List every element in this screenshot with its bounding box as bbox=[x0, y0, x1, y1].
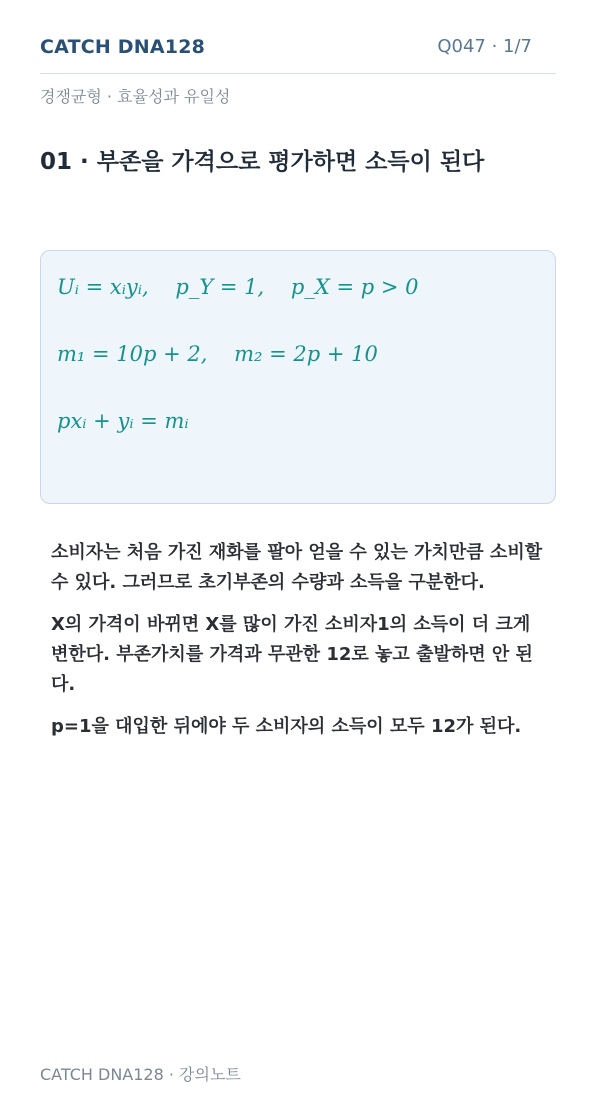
page-footer: CATCH DNA128 · 강의노트 bbox=[40, 1065, 241, 1084]
question-counter: Q047 · 1/7 bbox=[437, 36, 532, 57]
formula-box bbox=[40, 250, 556, 504]
paragraph-2: X의 가격이 바뀌면 X를 많이 가진 소비자1의 소득이 더 크게 변한다. 부존가치를 가격과 무관한 12로 놓고 출발하면 안 된다. bbox=[51, 614, 533, 695]
formula-budget: pxᵢ + yᵢ = mᵢ bbox=[57, 409, 189, 433]
brand-title: CATCH DNA128 bbox=[40, 36, 206, 58]
paragraph-3: p=1을 대입한 뒤에야 두 소비자의 소득이 모두 12가 된다. bbox=[51, 716, 522, 737]
breadcrumb: 경쟁균형 · 효율성과 유일성 bbox=[40, 87, 231, 106]
page-title: 01 · 부존을 가격으로 평가하면 소득이 된다 bbox=[40, 149, 485, 175]
page-header bbox=[40, 36, 556, 74]
formula-utility: Uᵢ = xᵢyᵢ, p_Y = 1, p_X = p > 0 bbox=[57, 275, 419, 299]
formula-income: m₁ = 10p + 2, m₂ = 2p + 10 bbox=[57, 342, 378, 366]
paragraph-1: 소비자는 처음 가진 재화를 팔아 얻을 수 있는 가치만큼 소비할 수 있다. 그러므로 초기부존의 수량과 소득을 구분한다. bbox=[51, 542, 543, 593]
